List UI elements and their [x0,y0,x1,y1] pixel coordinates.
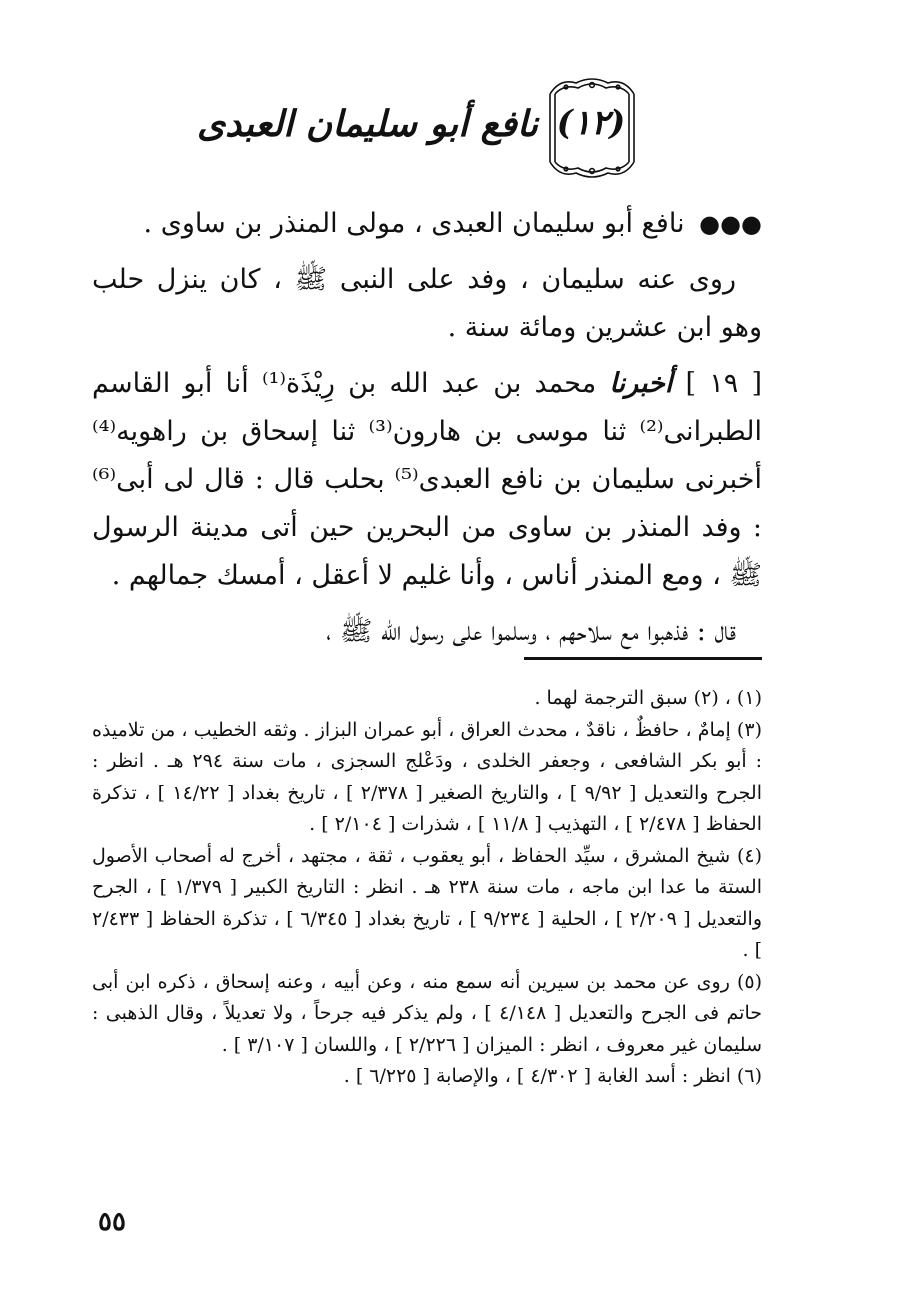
intro-paragraph [92,200,762,248]
footnote-item: (٥) روى عن محمد بن سيرين أنه سمع منه ، وعن أبيه ، وعنه إسحاق ، ذكره ابن أبى حاتم فى الجرح والتعديل [ ٤/١٤٨ ] ، ولم يذكر فيه جرحاً ، ولا تعديلاً ، وقال الذهبى : سليمان غير معروف ، انظر : الميزان [ ٢/٢٢٦ ] ، واللسان [ ٣/١٠٧ ] . [92,970,763,1056]
footnotes [92,683,762,1093]
closing-paragraph: قال : فذهبوا مع سلاحهم ، وسلموا على رسول الله ﷺ ، [326,616,736,647]
chapter-heading [150,78,800,183]
chapter-number: (١٢) [556,103,626,143]
bullet-icon: ●●● [699,210,762,238]
footnote-item: (٣) إمامٌ ، حافظٌ ، ناقدٌ ، محدث العراق ، أبو عمران البزاز . وثقه الخطيب ، من تلاميذه : أبو بكر الشافعى ، وجعفر الخلدى ، ودَعْلج السجزى ، مات سنة ٢٩٤ هـ . انظر : الجرح والتعديل [ ٩/٩٢ ] ، والتاريخ الصغير [ ٢/٣٧٨ ] ، تاريخ بغداد [ ١٤/٢٢ ] ، تذكرة الحفاظ [ ٢/٤٧٨ ] ، التهذيب [ ١١/٨ ] ، شذرات [ ٢/١٠٤ ] . [92,718,763,835]
hadith-number: [ ١٩ ] [685,368,762,399]
hadith-text: محمد بن عبد الله بن رِيْذَة⁽¹⁾ أنا أبو القاسم الطبرانى⁽²⁾ ثنا موسى بن هارون⁽³⁾ ثنا إسحاق بن راهويه⁽⁴⁾ أخبرنى سليمان بن نافع العبدى⁽⁵⁾ بحلب قال : قال لى أبى⁽⁶⁾ : وفد المنذر بن ساوى من البحرين حين أتى مدينة الرسول ﷺ ، ومع المنذر أناس ، وأنا غليم لا أعقل ، أمسك جمالهم . [92,368,762,591]
footnote-separator [524,657,762,660]
narration-paragraph: روى عنه سليمان ، وفد على النبى ﷺ ، كان ينزل حلب وهو ابن عشرين ومائة سنة . [92,264,762,343]
main-text [92,200,762,664]
page-number: ٥٥ [98,1207,126,1237]
footnote-item: (٤) شيخ المشرق ، سيِّد الحفاظ ، أبو يعقوب ، ثقة ، مجتهد ، أخرج له أصحاب الأصول الستة ما عدا ابن ماجه ، مات سنة ٢٣٨ هـ . انظر : التاريخ الكبير [ ١/٣٧٩ ] ، الجرح والتعديل [ ٢/٢٠٩ ] ، الحلية [ ٩/٢٣٤ ] ، تاريخ بغداد [ ٦/٣٤٥ ] ، تذكرة الحفاظ [ ٢/٤٣٣ ] . [92,844,763,961]
footnote-item: (٦) انظر : أسد الغابة [ ٤/٣٠٢ ] ، والإصابة [ ٦/٢٢٥ ] . [343,1065,762,1087]
intro-text: نافع أبو سليمان العبدى ، مولى المنذر بن ساوى . [143,208,685,239]
chapter-title: نافع أبو سليمان العبدى [196,103,538,145]
hadith-lead: أخبرنا [609,368,673,399]
hadith-paragraph [92,360,762,600]
footnote-item: (١) ، (٢) سبق الترجمة لهما . [534,687,762,709]
